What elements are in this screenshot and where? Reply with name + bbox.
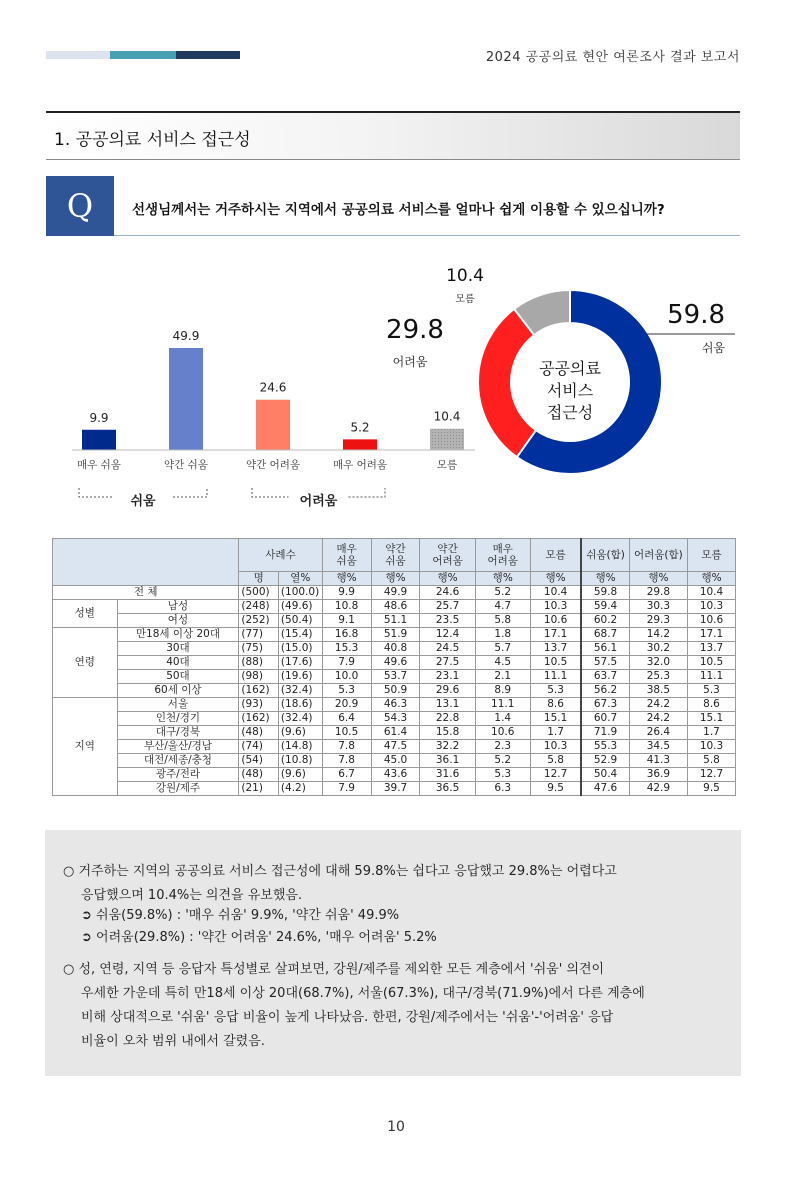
- summary-p2-line1: ○ 성, 연령, 지역 등 응답자 특성별로 살펴보면, 강원/제주를 제외한 모든 계층에서 '쉬움' 의견이: [63, 962, 605, 977]
- header-strip-teal: [110, 51, 176, 59]
- cell-value: 60.7: [581, 712, 629, 726]
- cell-col-pct: (9.6): [278, 768, 322, 782]
- cell-value: 6.4: [322, 712, 371, 726]
- cell-value: 34.5: [629, 740, 687, 754]
- cell-col-pct: (32.4): [278, 712, 322, 726]
- row-group-label: 성별: [53, 600, 118, 628]
- column-unit: 열%: [278, 572, 322, 586]
- bar-category-label: 약간 쉬움: [164, 459, 208, 471]
- cell-value: 5.3: [322, 684, 371, 698]
- row-label: 광주/전라: [117, 768, 239, 782]
- cell-value: 7.9: [322, 782, 371, 796]
- donut-category-label: 어려움: [392, 355, 428, 369]
- cell-value: 1.4: [475, 712, 530, 726]
- cell-value: 23.1: [420, 670, 475, 684]
- table-row: [53, 614, 736, 628]
- group-bracket-right: [349, 488, 386, 497]
- column-header: 사례수: [239, 539, 322, 572]
- cell-value: 10.6: [688, 614, 736, 628]
- row-label: 대구/경북: [117, 726, 239, 740]
- group-bracket-left: [252, 488, 289, 497]
- row-label: 전 체: [53, 586, 239, 600]
- column-unit: 행%: [420, 572, 475, 586]
- cell-value: 2.1: [475, 670, 530, 684]
- bar-5: [430, 429, 464, 450]
- table-row: [53, 586, 736, 600]
- cell-value: 5.3: [688, 684, 736, 698]
- cell-count: (48): [239, 726, 279, 740]
- cell-value: 10.6: [530, 614, 581, 628]
- donut-value-label: 59.8: [667, 300, 725, 330]
- cell-value: 36.5: [420, 782, 475, 796]
- group-bracket-right: [173, 488, 207, 497]
- table-row: [53, 782, 736, 796]
- cell-value: 9.1: [322, 614, 371, 628]
- row-label: 대전/세종/충청: [117, 754, 239, 768]
- cell-value: 22.8: [420, 712, 475, 726]
- column-unit: 명: [239, 572, 279, 586]
- cell-value: 9.5: [688, 782, 736, 796]
- cell-value: 54.3: [371, 712, 420, 726]
- cell-value: 6.3: [475, 782, 530, 796]
- row-label: 40대: [117, 656, 239, 670]
- cell-value: 11.1: [688, 670, 736, 684]
- cell-value: 49.9: [371, 586, 420, 600]
- cell-value: 7.8: [322, 740, 371, 754]
- cell-value: 51.1: [371, 614, 420, 628]
- cell-value: 10.5: [688, 656, 736, 670]
- summary-p2-line2: 우세한 가운데 특히 만18세 이상 20대(68.7%), 서울(67.3%), 대구/경북(71.9%)에서 다른 계층에: [81, 986, 645, 1001]
- cell-value: 30.2: [629, 642, 687, 656]
- cell-value: 10.3: [530, 600, 581, 614]
- cell-value: 29.6: [420, 684, 475, 698]
- donut-center-label: 서비스: [546, 381, 594, 400]
- column-unit: 행%: [322, 572, 371, 586]
- cell-value: 5.7: [475, 642, 530, 656]
- cell-value: 9.9: [322, 586, 371, 600]
- cell-value: 31.6: [420, 768, 475, 782]
- row-label: 인천/경기: [117, 712, 239, 726]
- cell-value: 24.2: [629, 712, 687, 726]
- cell-value: 29.3: [629, 614, 687, 628]
- bar-category-label: 매우 어려움: [332, 459, 388, 471]
- cell-col-pct: (49.6): [278, 600, 322, 614]
- cell-value: 27.5: [420, 656, 475, 670]
- summary-box: [45, 830, 741, 1076]
- group-bracket-left: [79, 488, 113, 497]
- cell-value: 15.1: [530, 712, 581, 726]
- column-header: 약간 어려움: [420, 539, 475, 572]
- page-number: 10: [387, 1119, 405, 1135]
- cell-value: 13.1: [420, 698, 475, 712]
- section-title: 1. 공공의료 서비스 접근성: [54, 130, 251, 150]
- row-label: 서울: [117, 698, 239, 712]
- donut-slice-2: [478, 309, 536, 457]
- cell-count: (74): [239, 740, 279, 754]
- row-label: 만18세 이상 20대: [117, 628, 239, 642]
- cell-value: 8.9: [475, 684, 530, 698]
- cell-count: (21): [239, 782, 279, 796]
- cell-value: 15.3: [322, 642, 371, 656]
- cell-value: 10.4: [688, 586, 736, 600]
- donut-center-label: 공공의료: [539, 359, 601, 378]
- cell-value: 13.7: [688, 642, 736, 656]
- cell-value: 7.8: [322, 754, 371, 768]
- cell-value: 5.3: [530, 684, 581, 698]
- table-row: [53, 754, 736, 768]
- cell-value: 68.7: [581, 628, 629, 642]
- cell-value: 32.2: [420, 740, 475, 754]
- cell-value: 12.4: [420, 628, 475, 642]
- row-label: 강원/제주: [117, 782, 239, 796]
- bar-1: [82, 430, 116, 450]
- cell-value: 42.9: [629, 782, 687, 796]
- cell-value: 48.6: [371, 600, 420, 614]
- cell-value: 5.2: [475, 754, 530, 768]
- row-label: 30대: [117, 642, 239, 656]
- cell-value: 9.5: [530, 782, 581, 796]
- table-row: [53, 656, 736, 670]
- summary-p2-line3: 비해 상대적으로 '쉬움' 응답 비율이 높게 나타났음. 한편, 강원/제주에서는 '쉬움'-'어려움' 응답: [81, 1010, 614, 1025]
- cell-value: 10.5: [530, 656, 581, 670]
- cell-value: 11.1: [475, 698, 530, 712]
- cell-col-pct: (19.6): [278, 670, 322, 684]
- cell-value: 38.5: [629, 684, 687, 698]
- table-row: [53, 642, 736, 656]
- cell-value: 25.3: [629, 670, 687, 684]
- row-label: 여성: [117, 614, 239, 628]
- cell-value: 8.6: [688, 698, 736, 712]
- row-group-label: 지역: [53, 698, 118, 796]
- cell-value: 55.3: [581, 740, 629, 754]
- cell-count: (162): [239, 712, 279, 726]
- cell-value: 30.3: [629, 600, 687, 614]
- cell-count: (88): [239, 656, 279, 670]
- row-label: 50대: [117, 670, 239, 684]
- cell-value: 41.3: [629, 754, 687, 768]
- column-unit: 행%: [581, 572, 629, 586]
- cell-col-pct: (15.0): [278, 642, 322, 656]
- bar-value-label: 9.9: [89, 410, 109, 425]
- cell-value: 71.9: [581, 726, 629, 740]
- cell-count: (98): [239, 670, 279, 684]
- column-unit: 행%: [688, 572, 736, 586]
- cell-value: 56.2: [581, 684, 629, 698]
- cell-value: 5.8: [530, 754, 581, 768]
- bar-value-label: 49.9: [172, 329, 200, 343]
- cell-value: 17.1: [530, 628, 581, 642]
- cell-value: 57.5: [581, 656, 629, 670]
- cell-value: 8.6: [530, 698, 581, 712]
- column-header: 어려움(합): [629, 539, 687, 572]
- cell-value: 49.6: [371, 656, 420, 670]
- donut-value-label: 10.4: [446, 266, 484, 286]
- bar-value-label: 24.6: [259, 380, 287, 395]
- cell-col-pct: (15.4): [278, 628, 322, 642]
- cell-value: 60.2: [581, 614, 629, 628]
- cell-value: 15.1: [688, 712, 736, 726]
- table-header-row: [53, 539, 736, 572]
- donut-center-label: 접근성: [546, 403, 594, 422]
- cell-value: 4.5: [475, 656, 530, 670]
- header-strip-navy: [176, 51, 240, 59]
- cell-value: 10.6: [475, 726, 530, 740]
- summary-p2-line4: 비율이 오차 범위 내에서 갈렸음.: [81, 1034, 265, 1049]
- cell-value: 10.0: [322, 670, 371, 684]
- cell-count: (248): [239, 600, 279, 614]
- bar-category-label: 모름: [436, 459, 458, 471]
- cell-value: 10.8: [322, 600, 371, 614]
- table-row: [53, 670, 736, 684]
- cell-value: 56.1: [581, 642, 629, 656]
- group-label: 어려움: [299, 494, 338, 509]
- column-header: 모름: [530, 539, 581, 572]
- cell-value: 10.5: [322, 726, 371, 740]
- question-text: 선생님께서는 거주하시는 지역에서 공공의료 서비스를 얼마나 쉽게 이용할 수 있으십니까?: [132, 202, 665, 218]
- cell-value: 2.3: [475, 740, 530, 754]
- summary-p1-line2: 응답했으며 10.4%는 의견을 유보했음.: [81, 888, 303, 903]
- cell-count: (54): [239, 754, 279, 768]
- cell-value: 1.7: [688, 726, 736, 740]
- cell-value: 12.7: [688, 768, 736, 782]
- row-label: 남성: [117, 600, 239, 614]
- cell-col-pct: (10.8): [278, 754, 322, 768]
- table-corner: [53, 539, 239, 586]
- table-row: [53, 698, 736, 712]
- bar-value-label: 10.4: [433, 409, 461, 424]
- cell-value: 5.3: [475, 768, 530, 782]
- cell-col-pct: (17.6): [278, 656, 322, 670]
- bar-4: [343, 439, 377, 450]
- cell-value: 6.7: [322, 768, 371, 782]
- cell-col-pct: (18.6): [278, 698, 322, 712]
- table-row: [53, 600, 736, 614]
- cell-value: 59.4: [581, 600, 629, 614]
- donut-category-label: 모름: [455, 294, 475, 305]
- cell-value: 10.4: [530, 586, 581, 600]
- column-unit: 행%: [530, 572, 581, 586]
- column-header: 쉬움(합): [581, 539, 629, 572]
- cell-value: 61.4: [371, 726, 420, 740]
- cell-value: 29.8: [629, 586, 687, 600]
- cell-col-pct: (9.6): [278, 726, 322, 740]
- table-row: [53, 740, 736, 754]
- cell-value: 13.7: [530, 642, 581, 656]
- cell-count: (162): [239, 684, 279, 698]
- cell-value: 10.3: [688, 600, 736, 614]
- cell-value: 36.1: [420, 754, 475, 768]
- cell-value: 67.3: [581, 698, 629, 712]
- row-group-label: 연령: [53, 628, 118, 698]
- summary-p1-line1: ○ 거주하는 지역의 공공의료 서비스 접근성에 대해 59.8%는 쉽다고 응답했고 29.8%는 어렵다고: [63, 864, 617, 879]
- report-title: 2024 공공의료 현안 여론조사 결과 보고서: [485, 50, 740, 65]
- donut-value-label: 29.8: [386, 315, 444, 345]
- cell-value: 24.6: [420, 586, 475, 600]
- header-strip-light: [46, 51, 110, 59]
- cell-value: 12.7: [530, 768, 581, 782]
- column-unit: 행%: [475, 572, 530, 586]
- cell-col-pct: (14.8): [278, 740, 322, 754]
- cell-value: 63.7: [581, 670, 629, 684]
- column-header: 매우 쉬움: [322, 539, 371, 572]
- cell-value: 4.7: [475, 600, 530, 614]
- cell-value: 5.8: [475, 614, 530, 628]
- cell-value: 47.6: [581, 782, 629, 796]
- cell-value: 17.1: [688, 628, 736, 642]
- cell-col-pct: (100.0): [278, 586, 322, 600]
- column-header: 모름: [688, 539, 736, 572]
- cell-value: 20.9: [322, 698, 371, 712]
- cell-value: 24.5: [420, 642, 475, 656]
- table-row: [53, 628, 736, 642]
- cell-value: 5.2: [475, 586, 530, 600]
- group-label: 쉬움: [130, 494, 156, 509]
- cell-value: 23.5: [420, 614, 475, 628]
- bar-value-label: 5.2: [350, 420, 370, 435]
- cell-value: 10.3: [688, 740, 736, 754]
- results-table: [52, 538, 736, 796]
- summary-bullet-hard: ➲ 어려움(29.8%) : '약간 어려움' 24.6%, '매우 어려움' 5.2%: [81, 930, 437, 945]
- column-header: 매우 어려움: [475, 539, 530, 572]
- question-badge: Q: [46, 176, 114, 236]
- cell-value: 45.0: [371, 754, 420, 768]
- cell-col-pct: (50.4): [278, 614, 322, 628]
- cell-value: 32.0: [629, 656, 687, 670]
- cell-value: 43.6: [371, 768, 420, 782]
- cell-value: 50.4: [581, 768, 629, 782]
- cell-count: (500): [239, 586, 279, 600]
- row-label: 부산/울산/경남: [117, 740, 239, 754]
- bar-category-label: 약간 어려움: [245, 459, 301, 471]
- cell-col-pct: (4.2): [278, 782, 322, 796]
- cell-col-pct: (32.4): [278, 684, 322, 698]
- cell-value: 16.8: [322, 628, 371, 642]
- cell-value: 14.2: [629, 628, 687, 642]
- cell-value: 51.9: [371, 628, 420, 642]
- table-row: [53, 684, 736, 698]
- cell-value: 39.7: [371, 782, 420, 796]
- cell-count: (252): [239, 614, 279, 628]
- column-header: 약간 쉬움: [371, 539, 420, 572]
- cell-value: 53.7: [371, 670, 420, 684]
- cell-value: 25.7: [420, 600, 475, 614]
- cell-value: 7.9: [322, 656, 371, 670]
- cell-value: 10.3: [530, 740, 581, 754]
- cell-count: (48): [239, 768, 279, 782]
- table-row: [53, 726, 736, 740]
- table-row: [53, 768, 736, 782]
- cell-value: 1.7: [530, 726, 581, 740]
- cell-value: 5.8: [688, 754, 736, 768]
- cell-value: 1.8: [475, 628, 530, 642]
- cell-count: (75): [239, 642, 279, 656]
- bar-2: [169, 348, 203, 450]
- table-row: [53, 712, 736, 726]
- cell-value: 50.9: [371, 684, 420, 698]
- cell-value: 59.8: [581, 586, 629, 600]
- bar-3: [256, 400, 290, 450]
- cell-value: 26.4: [629, 726, 687, 740]
- row-label: 60세 이상: [117, 684, 239, 698]
- cell-value: 40.8: [371, 642, 420, 656]
- cell-value: 52.9: [581, 754, 629, 768]
- column-unit: 행%: [629, 572, 687, 586]
- cell-value: 24.2: [629, 698, 687, 712]
- cell-value: 46.3: [371, 698, 420, 712]
- cell-count: (93): [239, 698, 279, 712]
- cell-count: (77): [239, 628, 279, 642]
- cell-value: 36.9: [629, 768, 687, 782]
- question-underline: [114, 235, 740, 236]
- cell-value: 15.8: [420, 726, 475, 740]
- cell-value: 11.1: [530, 670, 581, 684]
- column-unit: 행%: [371, 572, 420, 586]
- chart-area: [0, 250, 792, 530]
- summary-bullet-easy: ➲ 쉬움(59.8%) : '매우 쉬움' 9.9%, '약간 쉬움' 49.9%: [81, 908, 400, 923]
- bar-category-label: 매우 쉬움: [77, 459, 121, 471]
- donut-category-label: 쉬움: [701, 341, 725, 355]
- cell-value: 47.5: [371, 740, 420, 754]
